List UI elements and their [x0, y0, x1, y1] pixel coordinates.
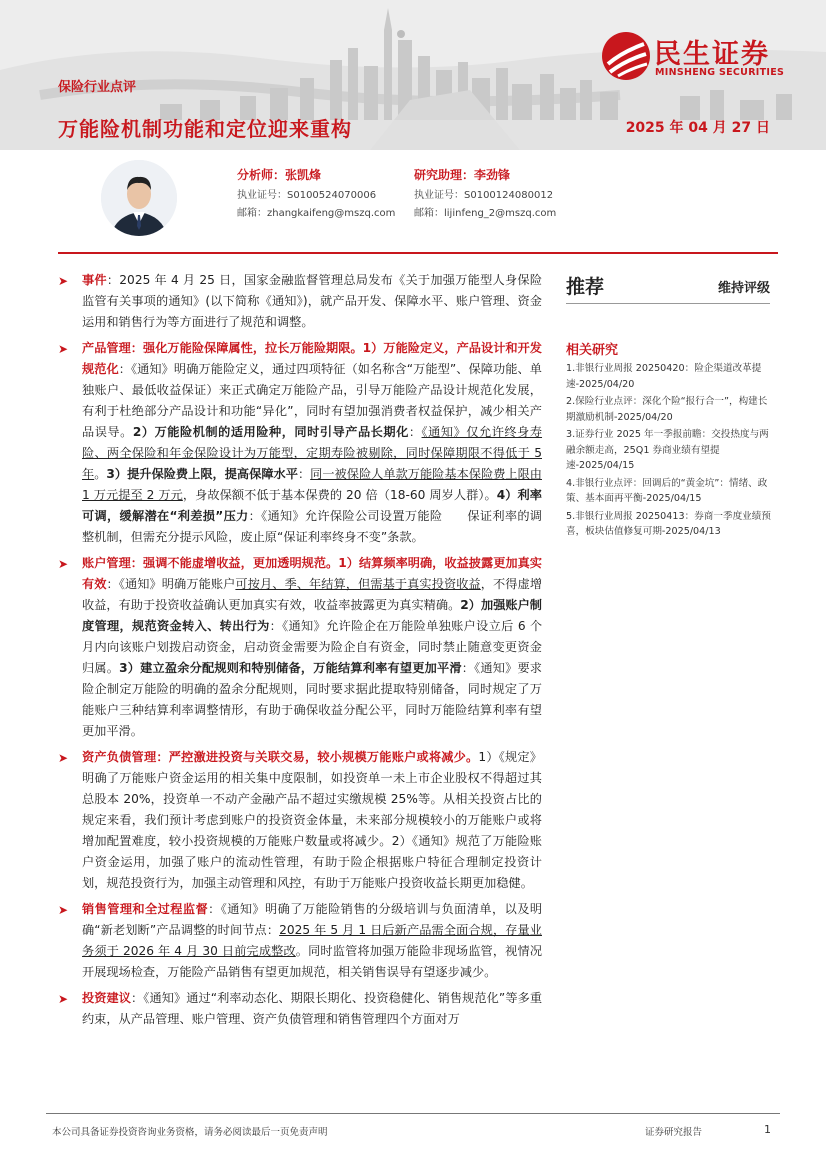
rating-status: 维持评级	[717, 281, 770, 296]
page-number: 1	[764, 1123, 771, 1136]
rating-divider	[566, 303, 770, 304]
investment-advice-paragraph: ➤ 投资建议：《通知》通过“利率动态化、期限长期化、投资稳健化、销售规范化”等多重约束，从产品管理、账户管理、资产负债管理和销售管理四个方面对万	[58, 991, 543, 1026]
asset-liability-paragraph: ➤ 资产负债管理：严控激进投资与关联交易，较小规模万能账户或将减少。1）《规定》明确了万能账户资金运用的相关集中度限制，如投资单一未上市企业股权不得超过其总股本 20%，投资单一不动产金融产品不超过实缴规模 25%等。从相关投资占比的规定来看，我们预计考虑到账户的投资资金体量，未来部分规模较小的万能账户或将增加配置难度，较小投资规模的万能账户数量或将减少。2）《通知》规范了万能险账户资金运用，加强了账户的流动性管理，有助于险企根据账户特征合理制定投资计划，规范投资行为，加强主动管理和风控，有助于万能账户投资收益长期更加稳健。	[58, 750, 542, 890]
analyst-2-cert: 执业证号：S0100124080012	[414, 190, 554, 201]
minsheng-logo-icon	[600, 30, 652, 82]
footer-divider	[46, 1113, 780, 1114]
related-research-item[interactable]: 2.保险行业点评：深化个险“报行合一”，构建长期激励机制-2025/04/20	[566, 396, 768, 423]
bullet-arrow-icon: ➤	[58, 992, 69, 1006]
bullet-arrow-icon: ➤	[58, 751, 69, 765]
related-research-list	[566, 361, 776, 542]
product-management-paragraph: ➤ 产品管理：强化万能险保障属性，拉长万能险期限。1）万能险定义，产品设计和开发规范化：《通知》明确万能险定义，通过四项特征（如名称含“万能型”、保障功能、单独账户、最低收益保证）来正式确定万能险产品，引导万能险产品设计规范化发展，有利于杜绝部分产品设计和功能“异化”，同时有望加强消费者权益保护，减少相关产品误导。2）万能险机制的适用险种，同时引导产品长期化：《通知》仅允许终身寿险、两全保险和年金保险设计为万能型，定期寿险被剔除，同时保障期限不得低于 5 年。3）提升保险费上限，提高保障水平：同一被保险人单款万能险基本保险费上限由 1 万元提至 2 万元，身故保额不低于基本保费的 20 倍（18-60 周岁人群）。4）利率可调，缓解潜在“利差损”压力：《通知》允许保险公司设置万能险 保证利率的调整机制，但需充分提示风险，废止原“保证利率终身不变”条款。	[58, 341, 543, 544]
analyst-1-name: 分析师：张凯烽	[237, 168, 322, 182]
analyst-1-email[interactable]: 邮箱：zhangkaifeng@mszq.com	[237, 208, 396, 219]
analyst-2	[414, 166, 556, 219]
logo-chinese-name: 民生证券	[654, 39, 770, 70]
report-sector: 保险行业点评	[58, 80, 137, 95]
related-research-item[interactable]: 4.非银行业点评：回调后的“黄金坑”：情绪、政策、基本面再平衡-2025/04/15	[566, 477, 768, 504]
bullet-arrow-icon: ➤	[58, 274, 69, 288]
analyst-avatar	[101, 160, 177, 236]
report-date: 2025 年 04 月 27 日	[625, 120, 770, 136]
related-research-item[interactable]: 3.证券行业 2025 年一季报前瞻：交投热度与两融余额走高，25Q1 券商业绩有望提速-2025/04/15	[566, 429, 769, 471]
logo-english-name: MINSHENG SECURITIES	[655, 67, 785, 78]
analyst-1-cert: 执业证号：S0100524070006	[237, 190, 377, 201]
brand-logo	[600, 30, 810, 82]
related-research-item[interactable]: 1.非银行业周报 20250420：险企渠道改革提速-2025/04/20	[566, 363, 762, 390]
sales-management-paragraph: ➤ 销售管理和全过程监督：《通知》明确了万能险销售的分级培训与负面清单，以及明确“新老划断”产品调整的时间节点：2025 年 5 月 1 日后新产品需全面合规，存量业务须于 2026 年 4 月 30 日前完成整改。同时监管将加强万能险非现场监管，视情况开展现场检查，万能险产品销售有望更加规范，相关销售误导有望逐步减少。	[58, 902, 543, 979]
rating-label: 推荐	[566, 276, 605, 298]
analyst-2-name: 研究助理：李劲锋	[414, 168, 511, 182]
header-divider	[58, 252, 778, 254]
analyst-1	[237, 166, 395, 219]
person-icon	[101, 160, 177, 236]
header-banner	[0, 0, 826, 150]
bullet-arrow-icon: ➤	[58, 557, 69, 571]
related-research-title: 相关研究	[566, 343, 619, 358]
report-title: 万能险机制功能和定位迎来重构	[58, 117, 352, 141]
footer-report-type: 证券研究报告	[645, 1127, 703, 1138]
bullet-arrow-icon: ➤	[58, 342, 69, 356]
account-management-paragraph: ➤ 账户管理：强调不能虚增收益，更加透明规范。1）结算频率明确，收益披露更加真实有效：《通知》明确万能账户可按月、季、年结算，但需基于真实投资收益，不得虚增收益，有助于投资收益确认更加真实有效，收益率披露更为真实精确。2）加强账户制度管理，规范资金转入、转出行为：《通知》允许险企在万能险单独账户设立后 6 个月内向该账户划拨启动资金，启动资金需要为险企自有资金，同时禁止随意变更资金归属。3）建立盈余分配规则和特别储备，万能结算利率有望更加平滑：《通知》要求险企制定万能险的明确的盈余分配规则，同时要求据此提取特别储备，同时规定了万能账户三种结算利率调整情形，有助于确保收益分配公平，同时万能险结算利率有望更加平滑。	[58, 556, 543, 738]
event-paragraph: ➤ 事件：2025 年 4 月 25 日，国家金融监督管理总局发布《关于加强万能型人身保险监管有关事项的通知》(以下简称《通知》)，就产品开发、保障水平、账户管理、资金运用和销售行为等方面进行了规范和调整。	[58, 273, 543, 329]
bullet-arrow-icon: ➤	[58, 903, 69, 917]
footer-disclaimer: 本公司具备证券投资咨询业务资格，请务必阅读最后一页免责声明	[52, 1127, 328, 1138]
analyst-2-email[interactable]: 邮箱：lijinfeng_2@mszq.com	[414, 208, 557, 219]
related-research-item[interactable]: 5.非银行业周报 20250413：券商一季度业绩预喜，板块估值修复可期-2025/04/13	[566, 510, 771, 537]
report-body	[58, 270, 542, 1035]
